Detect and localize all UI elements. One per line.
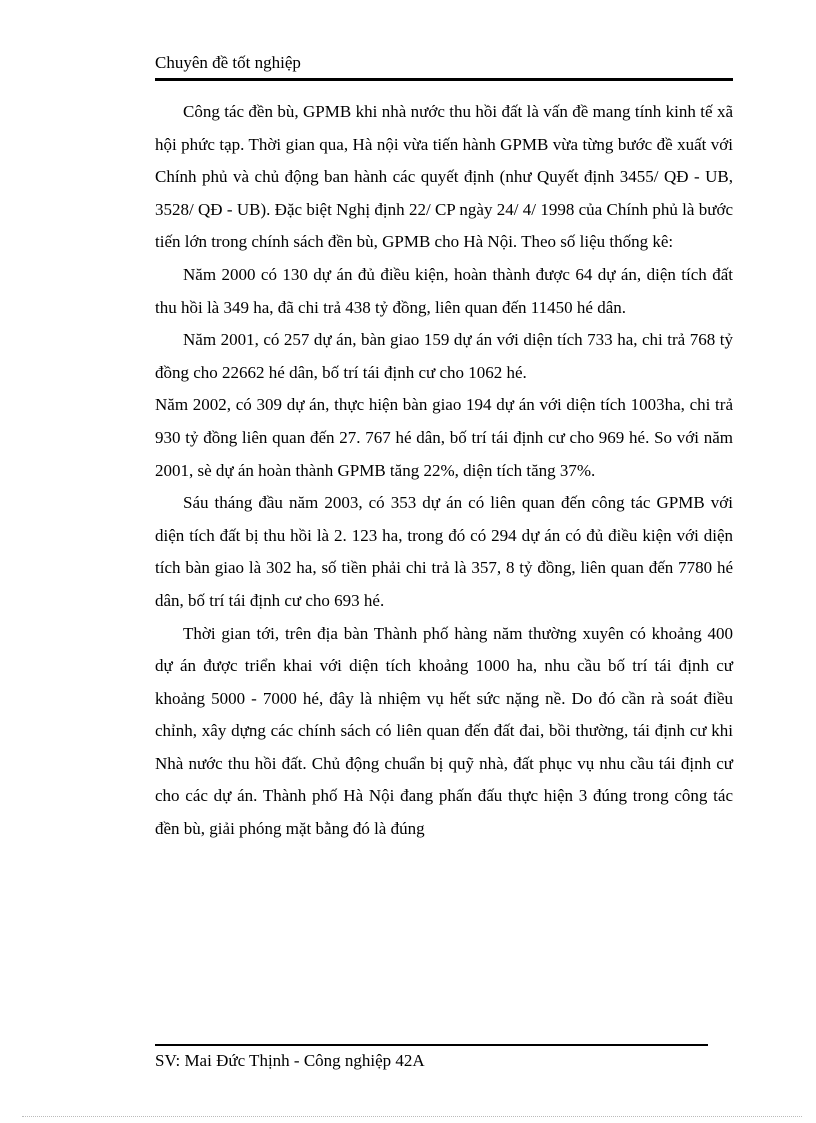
document-body <box>155 96 733 846</box>
header-title: Chuyên đề tốt nghiệp <box>155 53 301 72</box>
paragraph-intro: Công tác đền bù, GPMB khi nhà nước thu hồi đất là vấn đề mang tính kinh tế xã hội phức tạp. Thời gian qua, Hà nội vừa tiến hành GPMB vừa từng bước đề xuất với Chính phủ và chủ động ban hành các quyết định (như Quyết định 3455/ QĐ - UB, 3528/ QĐ - UB). Đặc biệt Nghị định 22/ CP ngày 24/ 4/ 1998 của Chính phủ là bước tiến lớn trong chính sách đền bù, GPMB cho Hà Nội. Theo số liệu thống kê: <box>155 102 733 252</box>
footer-text: SV: Mai Đức Thịnh - Công nghiệp 42A <box>155 1051 425 1070</box>
paragraph-2002: Năm 2002, có 309 dự án, thực hiện bàn giao 194 dự án với diện tích 1003ha, chi trả 930 tỷ đồng liên quan đến 27. 767 hé dân, bố trí tái định cư cho 969 hé. So với năm 2001, sè dự án hoàn thành GPMB tăng 22%, diện tích tăng 37%. <box>155 395 733 480</box>
page-header <box>155 52 733 81</box>
footer-divider <box>155 1044 708 1046</box>
paragraph-2003: Sáu tháng đầu năm 2003, có 353 dự án có liên quan đến công tác GPMB với diện tích đất bị thu hồi là 2. 123 ha, trong đó có 294 dự án có đủ điều kiện với diện tích bàn giao là 302 ha, số tiền phải chi trả là 357, 8 tỷ đồng, liên quan đến 7780 hé dân, bố trí tái định cư cho 693 hé. <box>155 493 733 610</box>
paragraph-future: Thời gian tới, trên địa bàn Thành phố hàng năm thường xuyên có khoảng 400 dự án được triển khai với diện tích khoảng 1000 ha, nhu cầu bố trí tái định cư khoảng 5000 - 7000 hé, đây là nhiệm vụ hết sức nặng nề. Do đó cần rà soát điều chỉnh, xây dựng các chính sách có liên quan đến đất đai, bồi thường, tái định cư khi Nhà nước thu hồi đất. Chủ động chuẩn bị quỹ nhà, đất phục vụ nhu cầu tái định cư cho các dự án. Thành phố Hà Nội đang phấn đấu thực hiện 3 đúng trong công tác đền bù, giải phóng mặt bằng đó là đúng <box>155 623 733 839</box>
paragraph-2000: Năm 2000 có 130 dự án đủ điều kiện, hoàn thành được 64 dự án, diện tích đất thu hồi là 349 ha, đã chi trả 438 tỷ đồng, liên quan đến 11450 hé dân. <box>155 264 733 317</box>
page-footer <box>155 1050 425 1072</box>
page-bottom-border <box>22 1116 802 1117</box>
paragraph-2001: Năm 2001, có 257 dự án, bàn giao 159 dự án với diện tích 733 ha, chi trả 768 tỷ đồng cho 22662 hé dân, bố trí tái định cư cho 1062 hé. <box>155 330 733 382</box>
